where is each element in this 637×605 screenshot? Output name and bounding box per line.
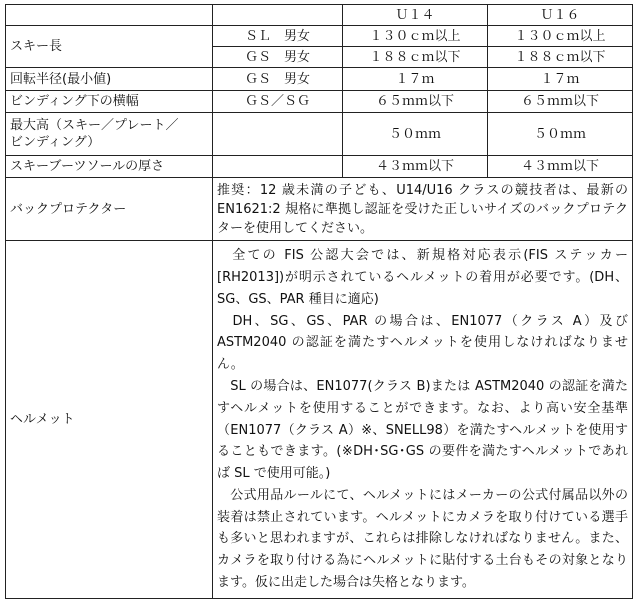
back-protector-label: バックプロテクター — [6, 178, 213, 241]
turn-radius-label: 回転半径(最小値) — [6, 68, 213, 91]
helmet-row — [6, 241, 633, 599]
boot-sole-row — [6, 156, 633, 178]
turn-radius-sub: ＧＳ 男女 — [213, 68, 343, 91]
back-protector-row — [6, 178, 633, 241]
helmet-text — [213, 241, 633, 599]
turn-radius-u16: １７ｍ — [488, 68, 633, 91]
helmet-paragraph-1: 全ての FIS 公認大会では、新規格対応表示(FIS ステッカー[RH2013])が明示されているヘルメットの着用が必要です。(DH、SG、GS、PAR 種目に適応) — [217, 248, 628, 307]
max-height-row — [6, 113, 633, 156]
ski-length-sl-sub: ＳＬ 男女 — [213, 26, 343, 47]
max-height-label-line2: ビンディング） — [10, 135, 101, 150]
max-height-sub — [213, 113, 343, 156]
header-u16: Ｕ１６ — [488, 5, 633, 26]
header-u14: Ｕ１４ — [343, 5, 488, 26]
helmet-paragraph-4: 公式用品ルールにて、ヘルメットにはメーカーの公式付属品以外の装着は禁止されています。ヘルメットにカメラを取り付けている選手も多いと思われますが、これらは排除しなければなりません。また、カメラを取り付ける為にヘルメットに貼付する土台もその対象となります。仮に出走した場合は失格となります。 — [217, 487, 628, 591]
binding-width-u14: ６５ｍｍ以下 — [343, 91, 488, 113]
header-row — [6, 5, 633, 26]
binding-width-row — [6, 91, 633, 113]
ski-length-gs-u14: １８８ｃｍ以下 — [343, 47, 488, 68]
helmet-label: ヘルメット — [6, 241, 213, 599]
boot-sole-u16: ４３ｍｍ以下 — [488, 156, 633, 178]
regulations-table-container — [5, 4, 633, 599]
binding-width-u16: ６５ｍｍ以下 — [488, 91, 633, 113]
header-empty-1 — [6, 5, 213, 26]
helmet-paragraph-2: DH、SG、GS、PAR の場合は、EN1077（クラス A）及び ASTM2040 の認証を満たすヘルメットを使用しなければなりません。 — [217, 313, 628, 373]
header-empty-2 — [213, 5, 343, 26]
binding-width-sub: ＧＳ／ＳＧ — [213, 91, 343, 113]
equipment-regulations-table — [5, 4, 633, 599]
ski-length-sl-row — [6, 26, 633, 47]
max-height-u16: ５０ｍｍ — [488, 113, 633, 156]
max-height-label-line1: 最大高（スキー／プレート／ — [10, 118, 179, 133]
boot-sole-label: スキーブーツソールの厚さ — [6, 156, 213, 178]
boot-sole-u14: ４３ｍｍ以下 — [343, 156, 488, 178]
ski-length-label: スキー長 — [6, 26, 213, 68]
max-height-u14: ５０ｍｍ — [343, 113, 488, 156]
turn-radius-u14: １７ｍ — [343, 68, 488, 91]
back-protector-text: 推奨：12 歳未満の子ども、U14/U16 クラスの競技者は、最新の EN1621:2 規格に準拠し認証を受けた正しいサイズのバックプロテクターを使用してください。 — [213, 178, 633, 241]
ski-length-sl-u16: １３０ｃｍ以上 — [488, 26, 633, 47]
helmet-paragraph-3: SL の場合は、EN1077(クラス B)または ASTM2040 の認証を満たすヘルメットを使用することができます。なお、より高い安全基準（EN1077（クラス A）※、SNELL98）を満たすヘルメットを使用することもできます。(※DH･SG･GS の要件を満たすヘルメットであれば SL で使用可能。) — [217, 378, 628, 482]
turn-radius-row — [6, 68, 633, 91]
max-height-label — [6, 113, 213, 156]
binding-width-label: ビンディング下の横幅 — [6, 91, 213, 113]
ski-length-gs-sub: ＧＳ 男女 — [213, 47, 343, 68]
ski-length-gs-u16: １８８ｃｍ以下 — [488, 47, 633, 68]
boot-sole-sub — [213, 156, 343, 178]
ski-length-sl-u14: １３０ｃｍ以上 — [343, 26, 488, 47]
